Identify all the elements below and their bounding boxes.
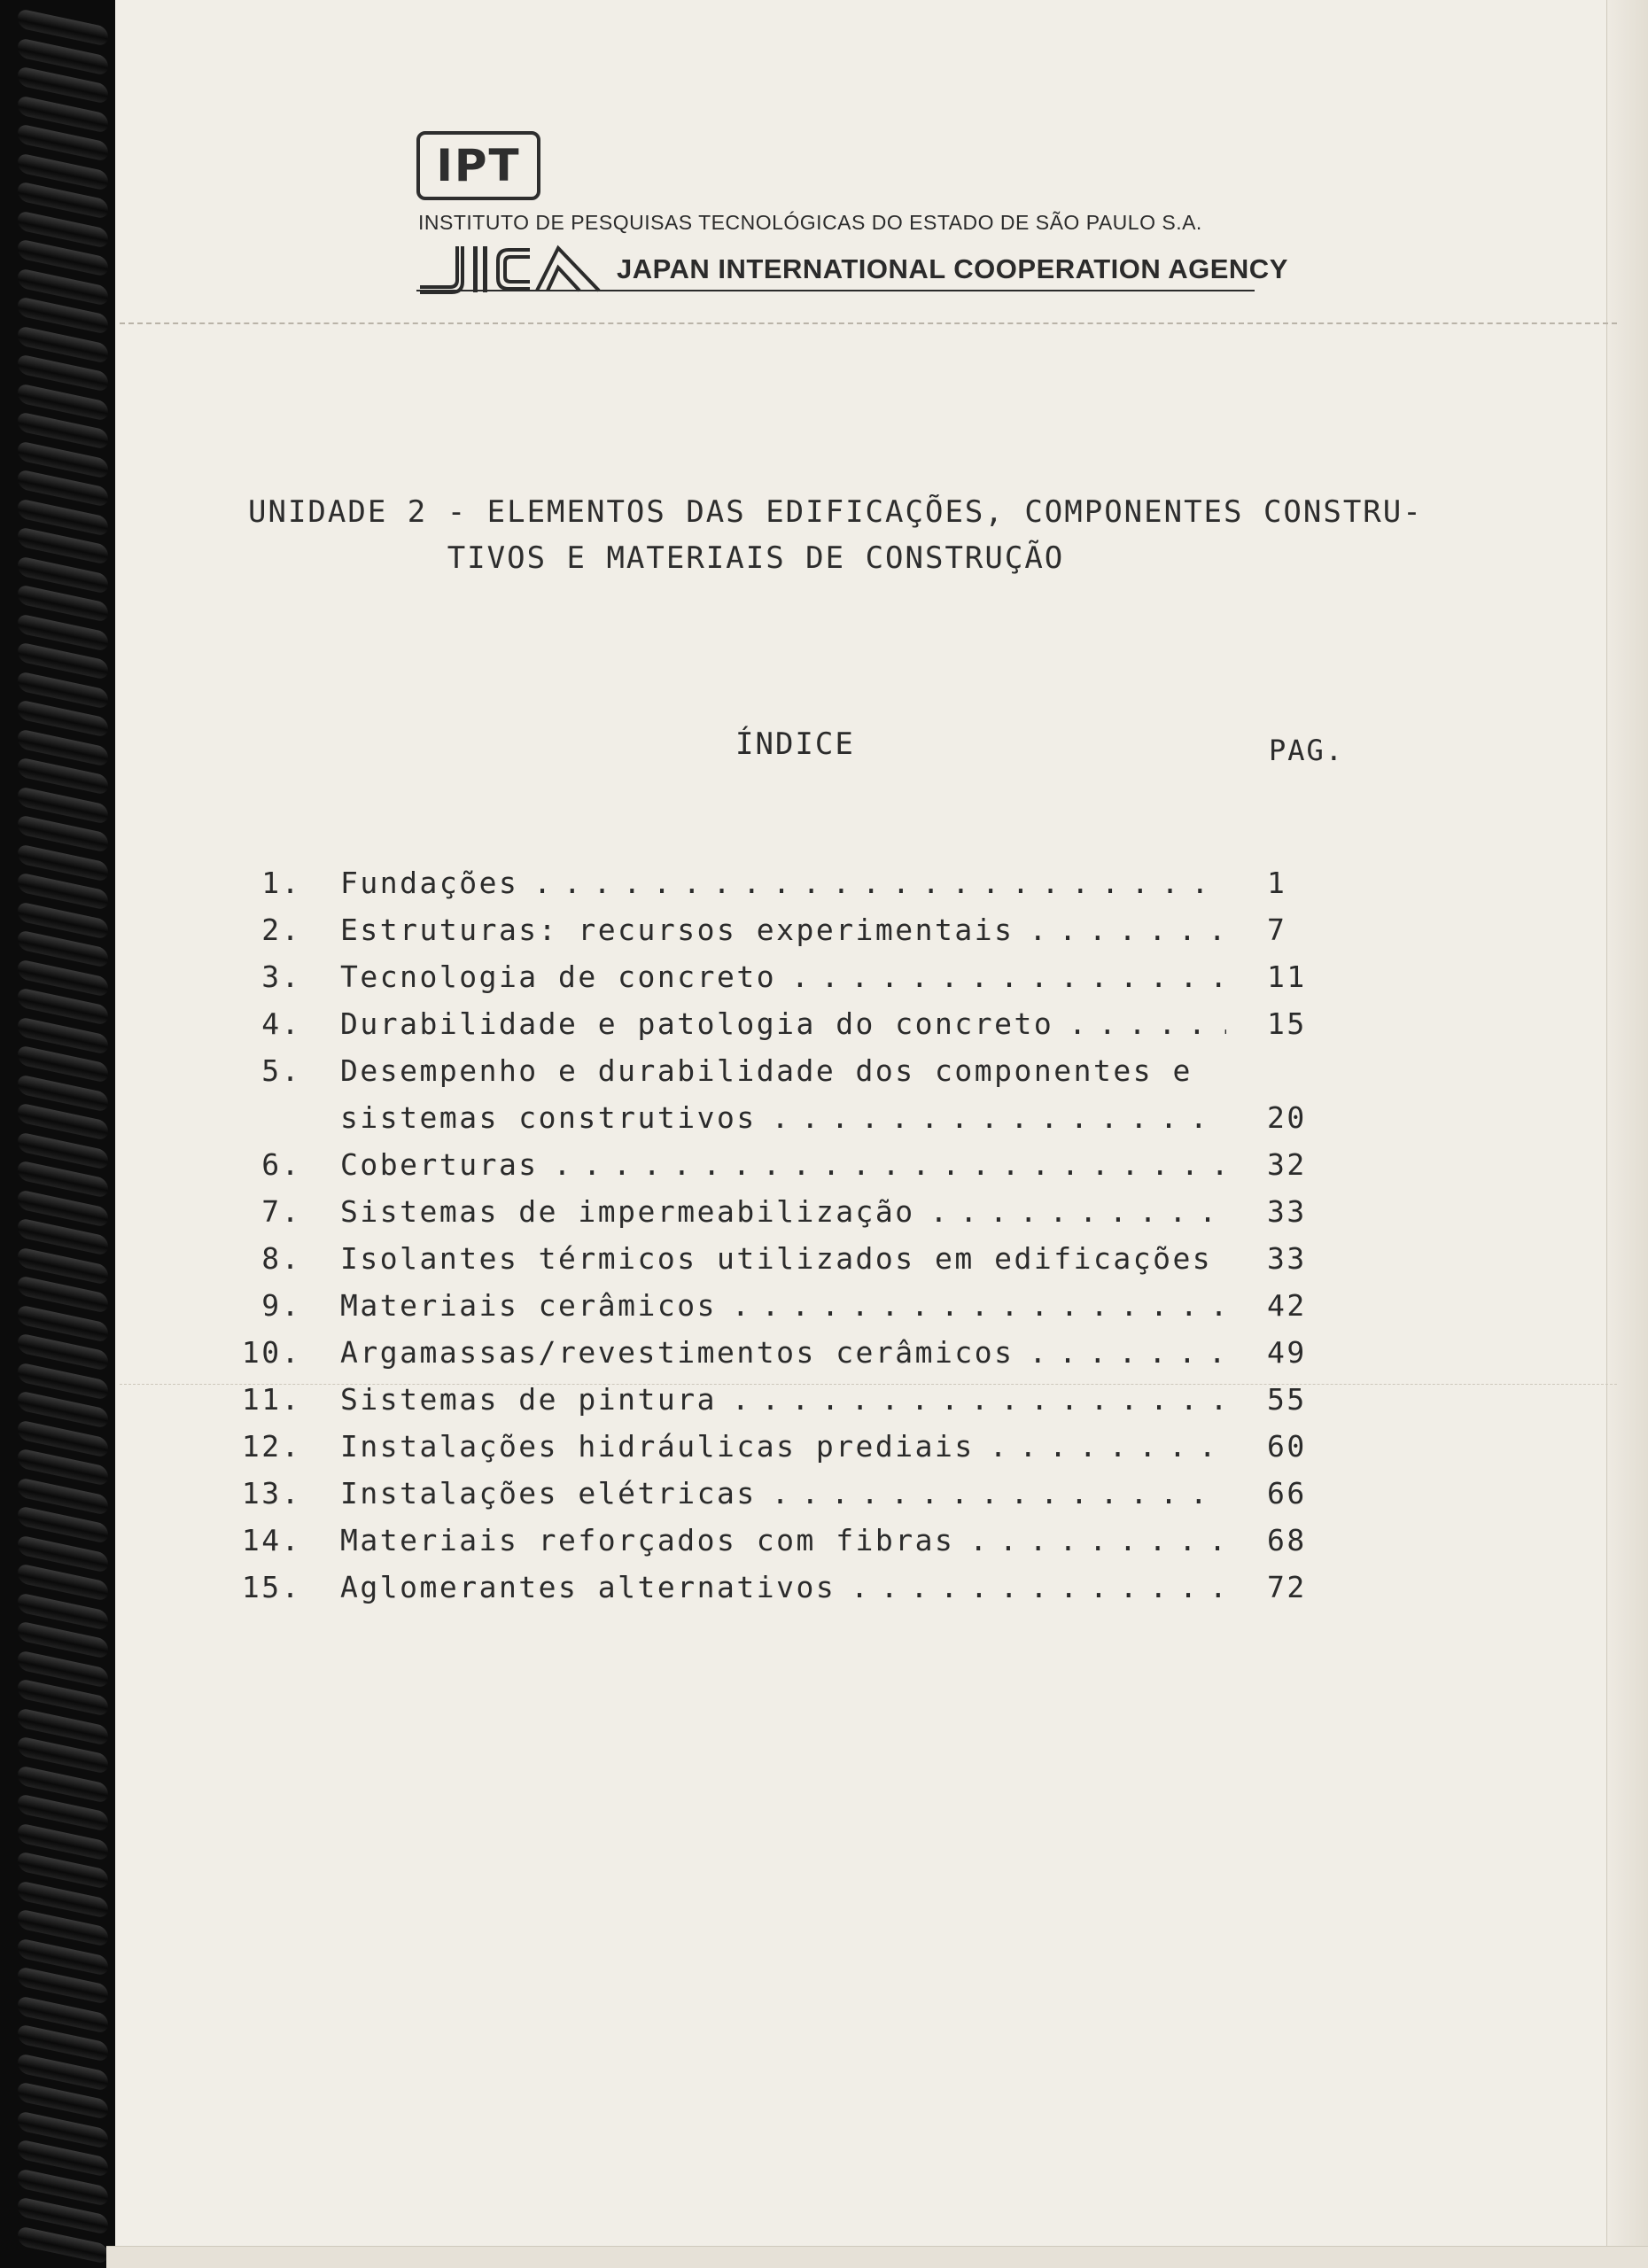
toc-number: 8. — [261, 1241, 301, 1276]
toc-number: 1. — [261, 866, 301, 900]
toc-number: 11. — [241, 1382, 301, 1417]
toc-page: 33 — [1267, 1194, 1307, 1229]
toc-page: 33 — [1267, 1241, 1307, 1276]
toc-page: 15 — [1267, 1006, 1307, 1041]
index-heading: ÍNDICE — [735, 726, 855, 762]
toc-title: Desempenho e durabilidade dos componentes e — [340, 1053, 1193, 1088]
toc-number: 6. — [261, 1147, 301, 1182]
toc-number: 7. — [261, 1194, 301, 1229]
toc-number: 3. — [261, 959, 301, 994]
toc-row — [230, 1000, 1329, 1047]
toc-title-continuation: sistemas construtivos . . . — [340, 1094, 1226, 1141]
spiral-binding — [0, 0, 115, 2268]
header-underline — [416, 290, 1255, 291]
page-column-heading: PAG. — [1269, 734, 1345, 767]
ipt-logo — [416, 131, 540, 200]
ipt-logo-text: IPT — [436, 140, 521, 191]
toc-row — [230, 906, 1329, 953]
toc-row — [230, 1376, 1329, 1423]
toc-row — [230, 1470, 1329, 1517]
header-divider — [120, 322, 1617, 324]
toc-page: 68 — [1267, 1523, 1307, 1557]
toc-page: 1 — [1267, 866, 1287, 900]
toc-number: 13. — [241, 1476, 301, 1511]
toc-title: Coberturas . . . — [340, 1141, 1226, 1188]
page-edge-bottom — [106, 2246, 1648, 2268]
toc-title: Durabilidade e patologia do concreto . . . — [340, 1000, 1226, 1047]
toc-row — [230, 1188, 1329, 1235]
toc-title: Materiais cerâmicos . . . — [340, 1282, 1226, 1329]
toc-title: Fundações . . . — [340, 859, 1226, 906]
toc-title: Sistemas de impermeabilização . . . — [340, 1188, 1226, 1235]
toc-title: Tecnologia de concreto . . . — [340, 953, 1226, 1000]
institute-name: INSTITUTO DE PESQUISAS TECNOLÓGICAS DO ESTADO DE SÃO PAULO S.A. — [418, 211, 1202, 234]
toc-title: Instalações hidráulicas prediais . . . — [340, 1423, 1226, 1470]
toc-row — [230, 1423, 1329, 1470]
toc-row — [230, 1235, 1329, 1282]
toc-title: Isolantes térmicos utilizados em edificações . . . — [340, 1235, 1226, 1282]
toc-row — [230, 1329, 1329, 1376]
toc-number: 14. — [241, 1523, 301, 1557]
table-of-contents — [230, 859, 1329, 1611]
toc-title: Estruturas: recursos experimentais . . . — [340, 906, 1226, 953]
toc-page: 42 — [1267, 1288, 1307, 1323]
toc-number: 10. — [241, 1335, 301, 1370]
toc-number: 4. — [261, 1006, 301, 1041]
toc-page: 60 — [1267, 1429, 1307, 1464]
page-edge-right — [1606, 0, 1648, 2268]
toc-number: 2. — [261, 913, 301, 947]
toc-number: 9. — [261, 1288, 301, 1323]
toc-page: 32 — [1267, 1147, 1307, 1182]
toc-row — [230, 953, 1329, 1000]
toc-title: Materiais reforçados com fibras . . . — [340, 1517, 1226, 1564]
toc-row — [230, 1282, 1329, 1329]
unit-title — [248, 489, 1423, 581]
toc-row — [230, 1047, 1329, 1094]
toc-title: Instalações elétricas . . . — [340, 1470, 1226, 1517]
toc-title: Sistemas de pintura . . . — [340, 1376, 1226, 1423]
fold-line — [120, 1384, 1617, 1385]
toc-title: Argamassas/revestimentos cerâmicos . . . — [340, 1329, 1226, 1376]
toc-page: 66 — [1267, 1476, 1307, 1511]
unit-title-line-2: TIVOS E MATERIAIS DE CONSTRUÇÃO — [447, 540, 1065, 576]
toc-number: 5. — [261, 1053, 301, 1088]
jica-name: JAPAN INTERNATIONAL COOPERATION AGENCY — [617, 253, 1288, 284]
toc-page: 7 — [1267, 913, 1287, 947]
unit-title-line-1: UNIDADE 2 - ELEMENTOS DAS EDIFICAÇÕES, COMPONENTES CONSTRU- — [248, 494, 1423, 530]
toc-page: 55 — [1267, 1382, 1307, 1417]
toc-row — [230, 1564, 1329, 1611]
toc-row — [230, 1517, 1329, 1564]
toc-row-continuation — [230, 1094, 1329, 1141]
toc-title: Aglomerantes alternativos . . . — [340, 1564, 1226, 1611]
toc-page: 20 — [1267, 1100, 1307, 1135]
toc-number: 12. — [241, 1429, 301, 1464]
toc-row — [230, 1141, 1329, 1188]
toc-page: 49 — [1267, 1335, 1307, 1370]
toc-number: 15. — [241, 1570, 301, 1604]
toc-page: 72 — [1267, 1570, 1307, 1604]
toc-page: 11 — [1267, 959, 1307, 994]
toc-row — [230, 859, 1329, 906]
